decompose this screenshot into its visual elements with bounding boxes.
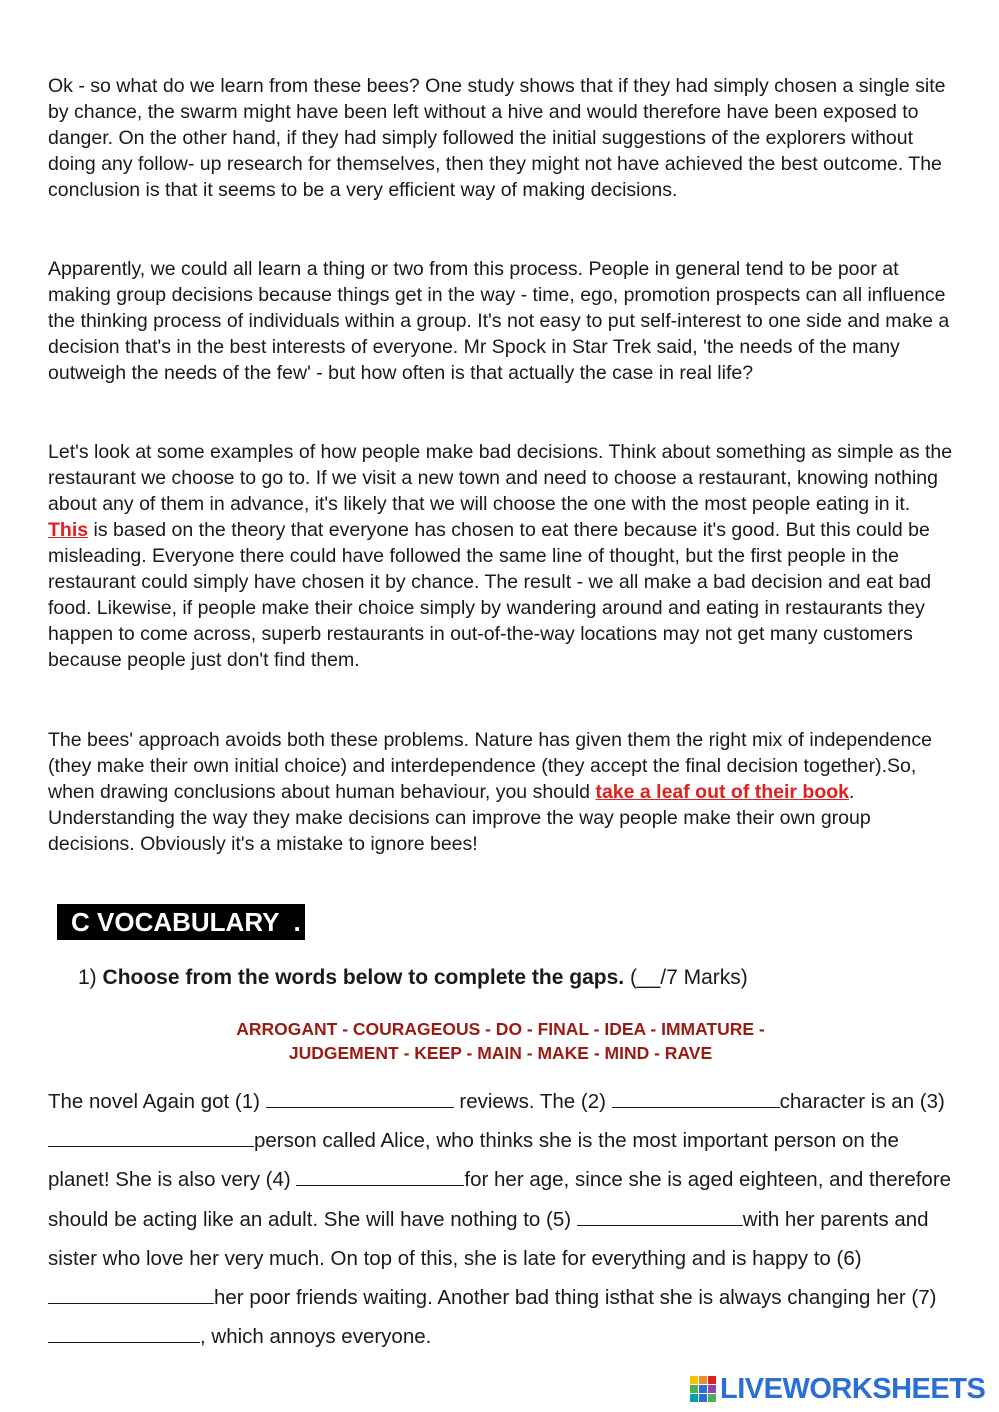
gap-text-segment: person called Alice, who thinks she is the most important person on the planet! She is also very (4) — [48, 1129, 899, 1192]
passage-paragraph-4 — [48, 727, 953, 857]
gap-5-input[interactable] — [577, 1205, 743, 1226]
word-bank-line-2: JUDGEMENT - KEEP - MAIN - MAKE - MIND - RAVE — [288, 1043, 713, 1063]
paragraph-4-text-b: . Understanding the way they make decisions can improve the way people make their own group decisions. Obviously it's a mistake to ignore bees! — [48, 781, 871, 855]
question-1 — [78, 964, 748, 992]
highlight-this: This — [48, 519, 89, 541]
gap-text-segment: for her age, since she is aged eighteen, and therefore should be acting like an adult. She will have nothing to (5) — [48, 1168, 952, 1231]
logo-text: LIVEWORKSHEETS — [720, 1373, 986, 1405]
highlight-idiom: take a leaf out of their book — [595, 781, 849, 803]
gap-3-input[interactable] — [48, 1126, 254, 1147]
paragraph-4-text-a: The bees' approach avoids both these problems. Nature has given them the right mix of independence (they make their own initial choice) and interdependence (they accept the final decision together).So, when drawing conclusions about human behaviour, you should — [48, 729, 932, 803]
liveworksheets-logo-icon — [690, 1376, 716, 1402]
passage-paragraph-3 — [48, 439, 953, 673]
paragraph-3-text-b: is based on the theory that everyone has chosen to eat there because it's good. But this could be misleading. Everyone there could have followed the same line of thought, but the first people in the restaurant could simply have chosen it by chance. The result - we all make a bad decision and eat bad food. Likewise, if people make their choice simply by wandering around and eating in restaurants they happen to come across, superb restaurants in out-of-the-way locations may not get many customers because people just don't find them. — [48, 519, 932, 671]
passage-paragraph-1: Ok - so what do we learn from these bees? One study shows that if they had simply chosen a single site by chance, the swarm might have been left without a hive and would therefore have been exposed to danger. On the other hand, if they had simply followed the initial suggestions of the explorers without doing any follow- up research for themselves, then they might not have achieved the best outcome. The conclusion is that it seems to be a very efficient way of making decisions. — [48, 75, 946, 201]
question-instruction: Choose from the words below to complete the gaps. — [102, 966, 625, 989]
question-number: 1) — [78, 966, 97, 989]
word-bank-line-1: ARROGANT - COURAGEOUS - DO - FINAL - IDEA - IMMATURE - — [236, 1019, 765, 1039]
gap-text-segment: her poor friends waiting. Another bad thing isthat she is always changing her (7) — [214, 1286, 937, 1310]
section-heading-vocabulary: C VOCABULARY . — [57, 904, 305, 940]
gap-4-input[interactable] — [296, 1165, 464, 1186]
gap-6-input[interactable] — [48, 1283, 214, 1304]
question-marks: (__/7 Marks) — [629, 966, 748, 989]
gap-7-input[interactable] — [48, 1322, 200, 1343]
gap-1-input[interactable] — [266, 1087, 454, 1108]
gap-text-segment: character is an (3) — [779, 1090, 945, 1113]
gap-2-input[interactable] — [612, 1087, 780, 1108]
gap-text-segment: , which annoys everyone. — [200, 1325, 432, 1349]
gap-text-segment: reviews. The (2) — [453, 1090, 612, 1113]
paragraph-3-text-a: Let's look at some examples of how people make bad decisions. Think about something as simple as the restaurant we choose to go to. If we visit a new town and need to choose a restaurant, knowing nothing about any of them in advance, it's likely that we will choose the one with the most people eating in it. — [48, 441, 953, 515]
passage-paragraph-2: Apparently, we could all learn a thing or two from this process. People in general tend to be poor at making group decisions because things get in the way - time, ego, promotion prospects can all influence the thinking process of individuals within a group. It's not easy to put self-interest to one side and make a decision that's in the best interests of everyone. Mr Spock in Star Trek said, 'the needs of the many outweigh the needs of the few' - but how often is that actually the case in real life? — [48, 258, 950, 384]
liveworksheets-logo — [690, 1374, 985, 1404]
gap-text-segment: with her parents and sister who love her very much. On top of this, she is late for everything and is happy to (6) — [48, 1207, 929, 1270]
gap-fill-paragraph — [48, 1082, 958, 1356]
gap-text-segment: The novel Again got (1) — [48, 1090, 266, 1113]
